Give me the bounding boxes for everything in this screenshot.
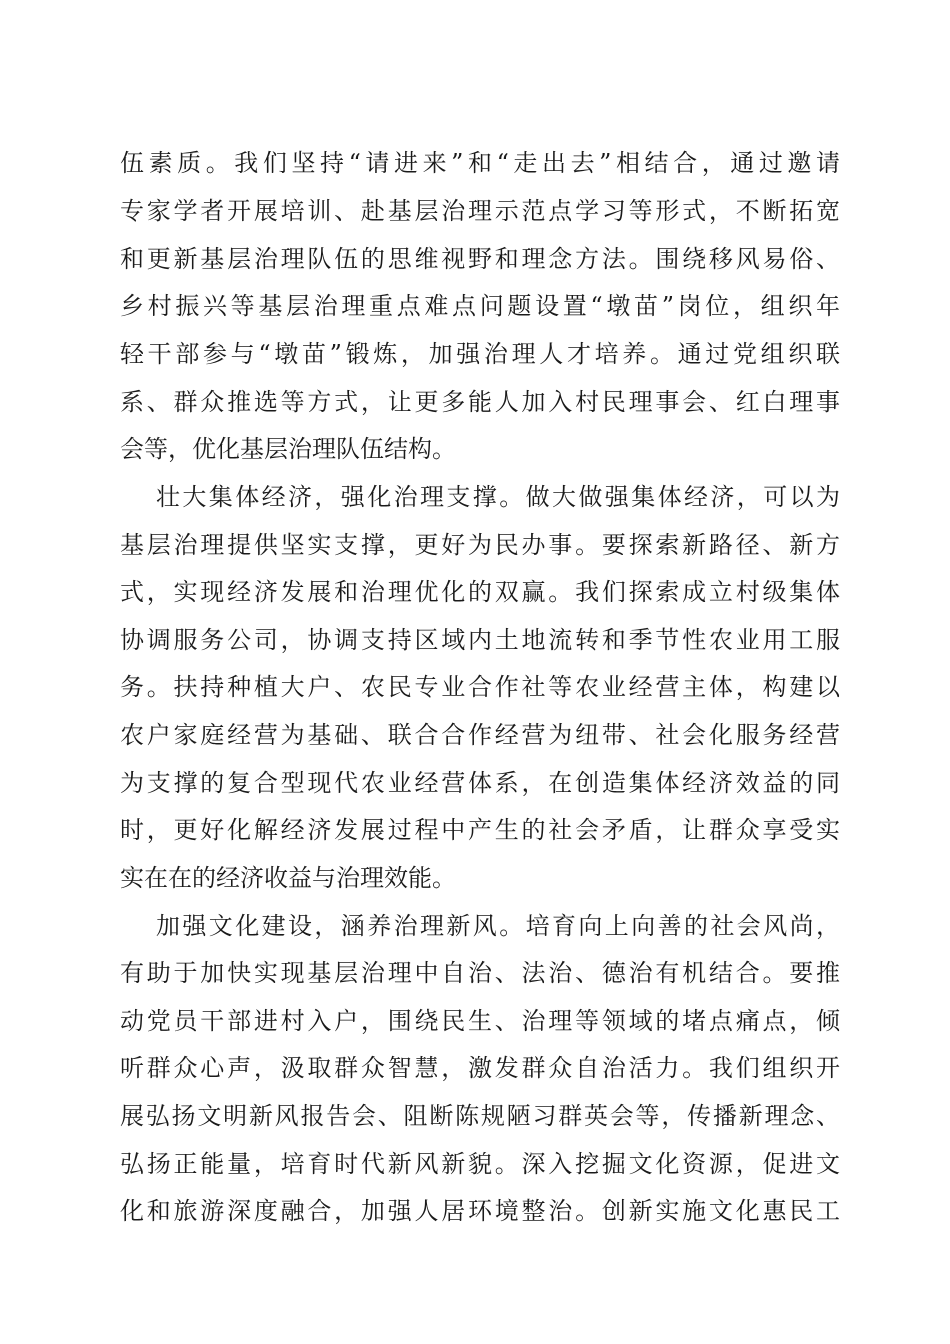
text-line: 式，实现经济发展和治理优化的双赢。我们探索成立村级集体 — [120, 578, 840, 606]
text-line: 乡村振兴等基层治理重点难点问题设置“墩苗”岗位，组织年 — [120, 292, 840, 320]
text-line: 基层治理提供坚实支撑，更好为民办事。要探索新路径、新方 — [120, 531, 840, 559]
text-line: 伍素质。我们坚持“请进来”和“走出去”相结合，通过邀请 — [120, 149, 840, 177]
text-line: 实在在的经济收益与治理效能。 — [120, 864, 456, 892]
paragraph-heading-line: 壮大集体经济，强化治理支撑。做大做强集体经济，可以为 — [156, 483, 840, 511]
text-line: 弘扬正能量，培育时代新风新貌。深入挖掘文化资源，促进文 — [120, 1150, 840, 1178]
text-line: 农户家庭经营为基础、联合合作经营为纽带、社会化服务经营 — [120, 721, 840, 749]
text-line: 化和旅游深度融合，加强人居环境整治。创新实施文化惠民工 — [120, 1197, 840, 1225]
text-line: 系、群众推选等方式，让更多能人加入村民理事会、红白理事 — [120, 388, 840, 416]
text-line: 轻干部参与“墩苗”锻炼，加强治理人才培养。通过党组织联 — [120, 340, 840, 368]
text-line: 会等，优化基层治理队伍结构。 — [120, 435, 456, 463]
text-line: 专家学者开展培训、赴基层治理示范点学习等形式，不断拓宽 — [120, 197, 840, 225]
paragraph-heading-line: 加强文化建设，涵养治理新风。培育向上向善的社会风尚， — [156, 912, 840, 940]
text-line: 协调服务公司，协调支持区域内土地流转和季节性农业用工服 — [120, 626, 840, 654]
text-line: 听群众心声，汲取群众智慧，激发群众自治活力。我们组织开 — [120, 1054, 840, 1082]
text-line: 务。扶持种植大户、农民专业合作社等农业经营主体，构建以 — [120, 673, 840, 701]
text-line: 有助于加快实现基层治理中自治、法治、德治有机结合。要推 — [120, 959, 840, 987]
text-line: 和更新基层治理队伍的思维视野和理念方法。围绕移风易俗、 — [120, 245, 840, 273]
text-line: 为支撑的复合型现代农业经营体系，在创造集体经济效益的同 — [120, 769, 840, 797]
text-line: 展弘扬文明新风报告会、阻断陈规陋习群英会等，传播新理念、 — [120, 1102, 840, 1130]
text-line: 时，更好化解经济发展过程中产生的社会矛盾，让群众享受实 — [120, 816, 840, 844]
text-line: 动党员干部进村入户，围绕民生、治理等领域的堵点痛点，倾 — [120, 1007, 840, 1035]
